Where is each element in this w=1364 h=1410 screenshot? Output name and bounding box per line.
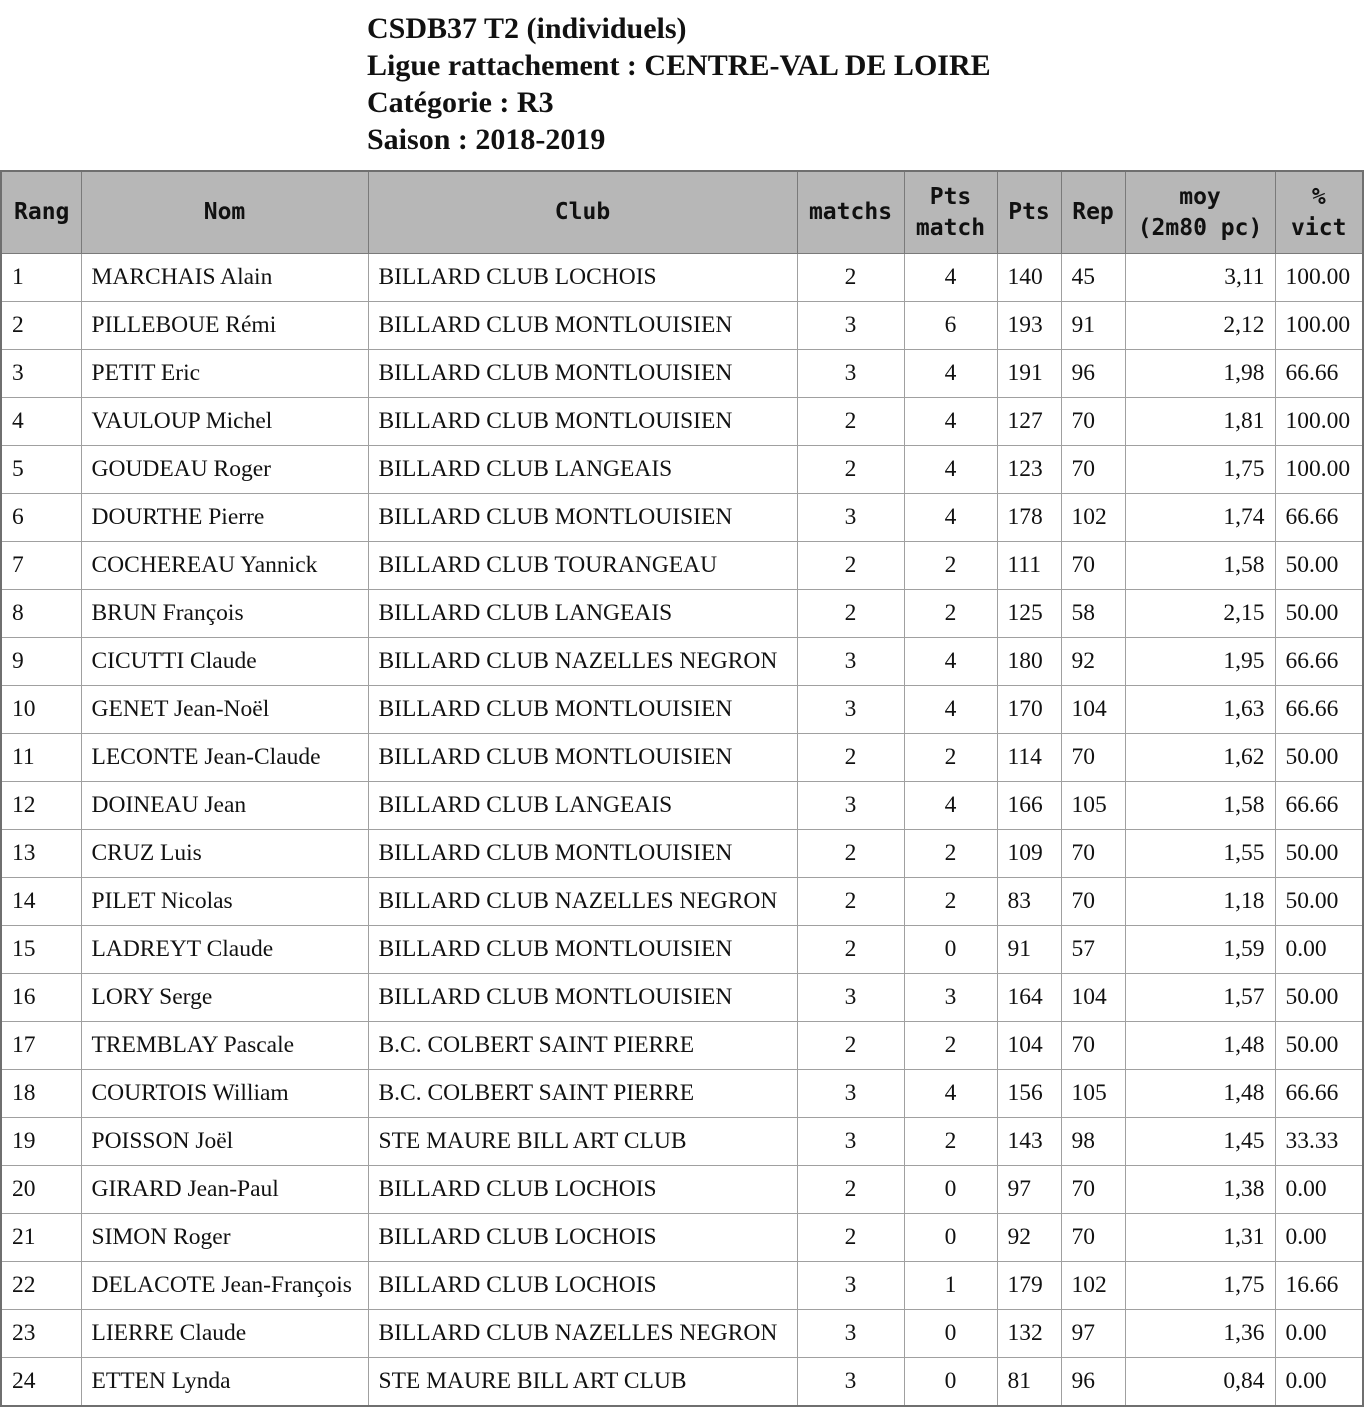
cell-pts-match: 4 — [904, 638, 997, 686]
cell-pts-match: 2 — [904, 590, 997, 638]
cell-nom: ETTEN Lynda — [81, 1358, 368, 1407]
cell-vict: 0.00 — [1275, 1166, 1363, 1214]
cell-pts-match: 4 — [904, 398, 997, 446]
cell-pts: 127 — [997, 398, 1061, 446]
table-row — [1, 1310, 1363, 1358]
cell-rep: 97 — [1061, 1310, 1125, 1358]
cell-vict: 66.66 — [1275, 686, 1363, 734]
cell-pts-match: 4 — [904, 350, 997, 398]
cell-nom: COURTOIS William — [81, 1070, 368, 1118]
cell-club: BILLARD CLUB MONTLOUISIEN — [368, 974, 797, 1022]
cell-matchs: 3 — [797, 350, 904, 398]
cell-nom: LECONTE Jean-Claude — [81, 734, 368, 782]
table-row — [1, 878, 1363, 926]
cell-club: BILLARD CLUB MONTLOUISIEN — [368, 302, 797, 350]
cell-rep: 45 — [1061, 254, 1125, 302]
cell-nom: DOINEAU Jean — [81, 782, 368, 830]
cell-vict: 0.00 — [1275, 1310, 1363, 1358]
cell-pts-match: 6 — [904, 302, 997, 350]
cell-rang: 16 — [1, 974, 81, 1022]
cell-club: BILLARD CLUB MONTLOUISIEN — [368, 734, 797, 782]
cell-club: BILLARD CLUB MONTLOUISIEN — [368, 494, 797, 542]
cell-nom: PILLEBOUE Rémi — [81, 302, 368, 350]
cell-moy: 1,95 — [1125, 638, 1275, 686]
cell-nom: VAULOUP Michel — [81, 398, 368, 446]
header-vict: % vict — [1275, 171, 1363, 254]
cell-rep: 105 — [1061, 1070, 1125, 1118]
table-row — [1, 830, 1363, 878]
cell-nom: GOUDEAU Roger — [81, 446, 368, 494]
cell-vict: 50.00 — [1275, 1022, 1363, 1070]
cell-rep: 91 — [1061, 302, 1125, 350]
cell-moy: 1,98 — [1125, 350, 1275, 398]
cell-pts: 91 — [997, 926, 1061, 974]
cell-pts: 179 — [997, 1262, 1061, 1310]
cell-matchs: 2 — [797, 734, 904, 782]
cell-moy: 1,38 — [1125, 1166, 1275, 1214]
cell-moy: 1,55 — [1125, 830, 1275, 878]
cell-pts-match: 2 — [904, 830, 997, 878]
header-nom: Nom — [81, 171, 368, 254]
cell-rang: 22 — [1, 1262, 81, 1310]
cell-rep: 70 — [1061, 446, 1125, 494]
table-row — [1, 254, 1363, 302]
cell-moy: 0,84 — [1125, 1358, 1275, 1407]
cell-matchs: 2 — [797, 590, 904, 638]
table-row — [1, 926, 1363, 974]
cell-rang: 11 — [1, 734, 81, 782]
cell-nom: PETIT Eric — [81, 350, 368, 398]
cell-moy: 1,63 — [1125, 686, 1275, 734]
cell-pts: 114 — [997, 734, 1061, 782]
ranking-body — [1, 254, 1363, 1407]
header-matchs: matchs — [797, 171, 904, 254]
cell-pts: 156 — [997, 1070, 1061, 1118]
cell-pts: 193 — [997, 302, 1061, 350]
cell-matchs: 3 — [797, 974, 904, 1022]
cell-matchs: 3 — [797, 638, 904, 686]
cell-moy: 1,58 — [1125, 542, 1275, 590]
cell-nom: DOURTHE Pierre — [81, 494, 368, 542]
ranking-table — [0, 170, 1364, 1407]
cell-moy: 1,45 — [1125, 1118, 1275, 1166]
cell-matchs: 2 — [797, 1022, 904, 1070]
table-row — [1, 782, 1363, 830]
table-row — [1, 1118, 1363, 1166]
cell-club: BILLARD CLUB NAZELLES NEGRON — [368, 638, 797, 686]
cell-matchs: 3 — [797, 1262, 904, 1310]
cell-pts: 178 — [997, 494, 1061, 542]
cell-club: STE MAURE BILL ART CLUB — [368, 1118, 797, 1166]
cell-pts-match: 0 — [904, 1166, 997, 1214]
cell-pts-match: 1 — [904, 1262, 997, 1310]
page-title: CSDB37 T2 (individuels) — [367, 12, 687, 45]
cell-pts-match: 4 — [904, 1070, 997, 1118]
cell-club: BILLARD CLUB LANGEAIS — [368, 782, 797, 830]
cell-pts: 191 — [997, 350, 1061, 398]
table-row — [1, 974, 1363, 1022]
table-row — [1, 398, 1363, 446]
cell-nom: PILET Nicolas — [81, 878, 368, 926]
cell-moy: 2,15 — [1125, 590, 1275, 638]
cell-club: BILLARD CLUB LOCHOIS — [368, 1214, 797, 1262]
cell-rang: 5 — [1, 446, 81, 494]
cell-moy: 1,31 — [1125, 1214, 1275, 1262]
cell-rep: 57 — [1061, 926, 1125, 974]
cell-moy: 1,62 — [1125, 734, 1275, 782]
cell-moy: 1,74 — [1125, 494, 1275, 542]
table-row — [1, 1070, 1363, 1118]
cell-vict: 0.00 — [1275, 926, 1363, 974]
cell-nom: CRUZ Luis — [81, 830, 368, 878]
saison-line: Saison : 2018-2019 — [367, 123, 606, 156]
cell-matchs: 2 — [797, 542, 904, 590]
table-row — [1, 446, 1363, 494]
cell-pts: 164 — [997, 974, 1061, 1022]
cell-rep: 70 — [1061, 878, 1125, 926]
cell-rep: 98 — [1061, 1118, 1125, 1166]
cell-pts: 111 — [997, 542, 1061, 590]
cell-pts: 83 — [997, 878, 1061, 926]
cell-club: BILLARD CLUB NAZELLES NEGRON — [368, 878, 797, 926]
cell-rep: 70 — [1061, 734, 1125, 782]
cell-pts-match: 2 — [904, 542, 997, 590]
cell-rep: 70 — [1061, 1166, 1125, 1214]
cell-club: BILLARD CLUB MONTLOUISIEN — [368, 926, 797, 974]
cell-club: BILLARD CLUB MONTLOUISIEN — [368, 686, 797, 734]
cell-nom: DELACOTE Jean-François — [81, 1262, 368, 1310]
cell-matchs: 2 — [797, 830, 904, 878]
table-row — [1, 350, 1363, 398]
header-moy: moy (2m80 pc) — [1125, 171, 1275, 254]
cell-rang: 4 — [1, 398, 81, 446]
cell-vict: 50.00 — [1275, 542, 1363, 590]
cell-rep: 105 — [1061, 782, 1125, 830]
cell-rep: 70 — [1061, 398, 1125, 446]
table-row — [1, 542, 1363, 590]
cell-nom: BRUN François — [81, 590, 368, 638]
cell-matchs: 3 — [797, 302, 904, 350]
cell-nom: LIERRE Claude — [81, 1310, 368, 1358]
cell-vict: 16.66 — [1275, 1262, 1363, 1310]
cell-nom: GIRARD Jean-Paul — [81, 1166, 368, 1214]
cell-rep: 104 — [1061, 974, 1125, 1022]
header-club: Club — [368, 171, 797, 254]
cell-vict: 100.00 — [1275, 302, 1363, 350]
cell-vict: 50.00 — [1275, 590, 1363, 638]
cell-rep: 102 — [1061, 494, 1125, 542]
cell-moy: 3,11 — [1125, 254, 1275, 302]
header-rep: Rep — [1061, 171, 1125, 254]
cell-rang: 8 — [1, 590, 81, 638]
cell-vict: 66.66 — [1275, 494, 1363, 542]
cell-club: B.C. COLBERT SAINT PIERRE — [368, 1070, 797, 1118]
cell-rang: 20 — [1, 1166, 81, 1214]
table-row — [1, 734, 1363, 782]
cell-moy: 1,58 — [1125, 782, 1275, 830]
cell-nom: MARCHAIS Alain — [81, 254, 368, 302]
cell-matchs: 3 — [797, 1070, 904, 1118]
cell-pts: 170 — [997, 686, 1061, 734]
cell-matchs: 2 — [797, 254, 904, 302]
cell-club: BILLARD CLUB NAZELLES NEGRON — [368, 1310, 797, 1358]
cell-moy: 2,12 — [1125, 302, 1275, 350]
cell-pts: 97 — [997, 1166, 1061, 1214]
cell-rang: 15 — [1, 926, 81, 974]
cell-rang: 18 — [1, 1070, 81, 1118]
cell-pts-match: 0 — [904, 1310, 997, 1358]
cell-rang: 3 — [1, 350, 81, 398]
cell-rep: 70 — [1061, 542, 1125, 590]
cell-pts: 81 — [997, 1358, 1061, 1407]
cell-moy: 1,18 — [1125, 878, 1275, 926]
cell-matchs: 2 — [797, 446, 904, 494]
cell-matchs: 2 — [797, 878, 904, 926]
cell-pts-match: 0 — [904, 1214, 997, 1262]
table-row — [1, 686, 1363, 734]
cell-pts: 109 — [997, 830, 1061, 878]
cell-matchs: 3 — [797, 494, 904, 542]
cell-vict: 50.00 — [1275, 734, 1363, 782]
table-row — [1, 638, 1363, 686]
cell-club: BILLARD CLUB LOCHOIS — [368, 1166, 797, 1214]
cell-matchs: 3 — [797, 782, 904, 830]
cell-moy: 1,75 — [1125, 446, 1275, 494]
cell-matchs: 3 — [797, 686, 904, 734]
cell-pts-match: 4 — [904, 494, 997, 542]
cell-pts-match: 4 — [904, 686, 997, 734]
cell-rang: 21 — [1, 1214, 81, 1262]
cell-vict: 50.00 — [1275, 878, 1363, 926]
cell-rep: 96 — [1061, 350, 1125, 398]
document-header — [367, 10, 991, 158]
cell-rep: 58 — [1061, 590, 1125, 638]
header-pts-match: Pts match — [904, 171, 997, 254]
cell-rep: 104 — [1061, 686, 1125, 734]
cell-rang: 7 — [1, 542, 81, 590]
cell-nom: COCHEREAU Yannick — [81, 542, 368, 590]
cell-rang: 2 — [1, 302, 81, 350]
cell-pts: 166 — [997, 782, 1061, 830]
cell-moy: 1,36 — [1125, 1310, 1275, 1358]
cell-rang: 23 — [1, 1310, 81, 1358]
cell-pts-match: 2 — [904, 734, 997, 782]
cell-vict: 100.00 — [1275, 398, 1363, 446]
cell-pts-match: 2 — [904, 878, 997, 926]
cell-nom: LORY Serge — [81, 974, 368, 1022]
cell-matchs: 3 — [797, 1358, 904, 1407]
cell-matchs: 3 — [797, 1310, 904, 1358]
cell-pts-match: 2 — [904, 1118, 997, 1166]
cell-pts: 180 — [997, 638, 1061, 686]
cell-nom: LADREYT Claude — [81, 926, 368, 974]
cell-moy: 1,59 — [1125, 926, 1275, 974]
cell-pts-match: 0 — [904, 1358, 997, 1407]
cell-pts: 125 — [997, 590, 1061, 638]
cell-rang: 12 — [1, 782, 81, 830]
table-row — [1, 1262, 1363, 1310]
table-row — [1, 1166, 1363, 1214]
cell-rang: 10 — [1, 686, 81, 734]
cell-rep: 96 — [1061, 1358, 1125, 1407]
cell-rep: 92 — [1061, 638, 1125, 686]
cell-pts-match: 2 — [904, 1022, 997, 1070]
table-row — [1, 494, 1363, 542]
cell-rang: 6 — [1, 494, 81, 542]
cell-matchs: 2 — [797, 398, 904, 446]
cell-pts: 140 — [997, 254, 1061, 302]
table-header-row — [1, 171, 1363, 254]
cell-pts: 132 — [997, 1310, 1061, 1358]
table-row — [1, 1358, 1363, 1407]
cell-vict: 100.00 — [1275, 254, 1363, 302]
cell-club: B.C. COLBERT SAINT PIERRE — [368, 1022, 797, 1070]
cell-vict: 50.00 — [1275, 830, 1363, 878]
cell-pts: 143 — [997, 1118, 1061, 1166]
cell-nom: GENET Jean-Noël — [81, 686, 368, 734]
cell-rep: 70 — [1061, 1022, 1125, 1070]
cell-rep: 102 — [1061, 1262, 1125, 1310]
cell-vict: 66.66 — [1275, 638, 1363, 686]
cell-vict: 33.33 — [1275, 1118, 1363, 1166]
cell-club: BILLARD CLUB LOCHOIS — [368, 254, 797, 302]
cell-matchs: 3 — [797, 1118, 904, 1166]
cell-rep: 70 — [1061, 1214, 1125, 1262]
header-pts: Pts — [997, 171, 1061, 254]
cell-vict: 0.00 — [1275, 1214, 1363, 1262]
cell-moy: 1,81 — [1125, 398, 1275, 446]
cell-pts-match: 3 — [904, 974, 997, 1022]
cell-club: BILLARD CLUB LANGEAIS — [368, 446, 797, 494]
cell-rang: 14 — [1, 878, 81, 926]
table-row — [1, 590, 1363, 638]
cell-moy: 1,48 — [1125, 1022, 1275, 1070]
cell-pts-match: 4 — [904, 782, 997, 830]
cell-vict: 100.00 — [1275, 446, 1363, 494]
cell-rang: 1 — [1, 254, 81, 302]
categorie-line: Catégorie : R3 — [367, 86, 554, 119]
cell-club: BILLARD CLUB MONTLOUISIEN — [368, 830, 797, 878]
table-row — [1, 302, 1363, 350]
cell-club: BILLARD CLUB TOURANGEAU — [368, 542, 797, 590]
cell-nom: TREMBLAY Pascale — [81, 1022, 368, 1070]
table-row — [1, 1022, 1363, 1070]
table-row — [1, 1214, 1363, 1262]
cell-moy: 1,75 — [1125, 1262, 1275, 1310]
cell-club: BILLARD CLUB LOCHOIS — [368, 1262, 797, 1310]
cell-nom: POISSON Joël — [81, 1118, 368, 1166]
cell-pts: 104 — [997, 1022, 1061, 1070]
cell-nom: SIMON Roger — [81, 1214, 368, 1262]
cell-matchs: 2 — [797, 1214, 904, 1262]
cell-rep: 70 — [1061, 830, 1125, 878]
cell-vict: 66.66 — [1275, 1070, 1363, 1118]
header-rang: Rang — [1, 171, 81, 254]
cell-vict: 0.00 — [1275, 1358, 1363, 1407]
cell-pts-match: 0 — [904, 926, 997, 974]
ligue-line: Ligue rattachement : CENTRE-VAL DE LOIRE — [367, 49, 991, 82]
cell-moy: 1,48 — [1125, 1070, 1275, 1118]
cell-vict: 66.66 — [1275, 782, 1363, 830]
cell-pts: 123 — [997, 446, 1061, 494]
cell-matchs: 2 — [797, 926, 904, 974]
cell-club: BILLARD CLUB LANGEAIS — [368, 590, 797, 638]
cell-club: STE MAURE BILL ART CLUB — [368, 1358, 797, 1407]
cell-club: BILLARD CLUB MONTLOUISIEN — [368, 398, 797, 446]
cell-rang: 19 — [1, 1118, 81, 1166]
cell-matchs: 2 — [797, 1166, 904, 1214]
cell-vict: 50.00 — [1275, 974, 1363, 1022]
cell-rang: 24 — [1, 1358, 81, 1407]
cell-rang: 17 — [1, 1022, 81, 1070]
cell-pts-match: 4 — [904, 254, 997, 302]
cell-rang: 9 — [1, 638, 81, 686]
cell-rang: 13 — [1, 830, 81, 878]
cell-moy: 1,57 — [1125, 974, 1275, 1022]
cell-vict: 66.66 — [1275, 350, 1363, 398]
cell-nom: CICUTTI Claude — [81, 638, 368, 686]
cell-club: BILLARD CLUB MONTLOUISIEN — [368, 350, 797, 398]
cell-pts: 92 — [997, 1214, 1061, 1262]
cell-pts-match: 4 — [904, 446, 997, 494]
